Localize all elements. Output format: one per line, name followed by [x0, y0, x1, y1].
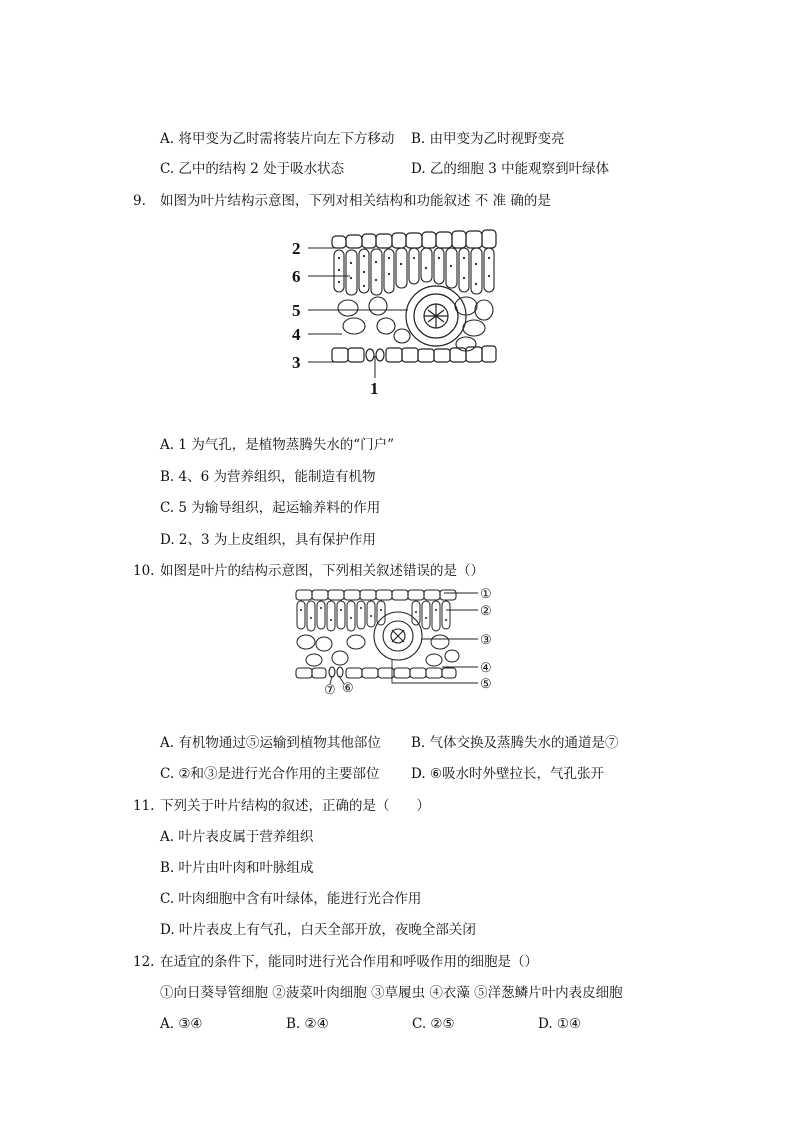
q9-label-1: 1: [370, 379, 379, 398]
q12-items: ①向日葵导管细胞 ②菠菜叶肉细胞 ③草履虫 ④衣藻 ⑤洋葱鳞片叶内表皮细胞: [160, 985, 623, 1001]
q8-option-c: C. 乙中的结构 2 处于吸水状态: [160, 161, 345, 177]
q9-number: 9.: [133, 193, 146, 209]
q10-stem: 如图是叶片的结构示意图，下列相关叙述错误的是（）: [160, 563, 484, 579]
q9-option-b: B. 4、6 为营养组织，能制造有机物: [160, 469, 376, 485]
q10-label-2: ②: [480, 603, 492, 618]
q12-option-a: A. ③④: [160, 1016, 203, 1032]
q10-label-1: ①: [480, 586, 492, 601]
q10-option-a: A. 有机物通过⑤运输到植物其他部位: [160, 735, 381, 751]
q10-label-7: ⑦: [324, 682, 336, 696]
q11-option-d: D. 叶片表皮上有气孔，白天全部开放，夜晚全部关闭: [160, 922, 476, 938]
q9-stem: 如图为叶片结构示意图，下列对相关结构和功能叙述 不 准 确的是: [160, 193, 551, 209]
q10-label-3: ③: [480, 632, 492, 647]
q11-option-c: C. 叶肉细胞中含有叶绿体，能进行光合作用: [160, 891, 422, 907]
q11-stem: 下列关于叶片结构的叙述，正确的是（ ）: [160, 798, 430, 814]
q9-option-a: A. 1 为气孔，是植物蒸腾失水的“门户”: [160, 437, 395, 453]
q9-label-5: 5: [292, 301, 301, 320]
q11-number: 11.: [133, 798, 155, 814]
q10-leaf-diagram: [292, 584, 508, 696]
q12-number: 12.: [133, 954, 155, 970]
q12-option-d: D. ①④: [538, 1016, 582, 1032]
q11-option-b: B. 叶片由叶肉和叶脉组成: [160, 860, 314, 876]
q11-option-a: A. 叶片表皮属于营养组织: [160, 829, 314, 845]
q8-option-b: B. 由甲变为乙时视野变亮: [411, 131, 565, 147]
q8-option-a: A. 将甲变为乙时需将装片向左下方移动: [160, 131, 395, 147]
q9-label-4: 4: [292, 325, 301, 344]
q9-leaf-diagram: [290, 228, 502, 398]
q9-option-c: C. 5 为输导组织，起运输养料的作用: [160, 500, 381, 516]
q10-label-4: ④: [480, 660, 492, 675]
q12-stem: 在适宜的条件下，能同时进行光合作用和呼吸作用的细胞是（）: [160, 954, 538, 970]
q10-option-d: D. ⑥吸水时外壁拉长，气孔张开: [411, 766, 605, 782]
q8-option-d: D. 乙的细胞 3 中能观察到叶绿体: [411, 161, 610, 177]
q12-option-b: B. ②④: [286, 1016, 329, 1032]
q10-option-c: C. ②和③是进行光合作用的主要部位: [160, 766, 380, 782]
q9-label-3: 3: [292, 353, 301, 372]
q10-number: 10.: [133, 563, 155, 579]
q10-label-6: ⑥: [342, 680, 354, 695]
q12-option-c: C. ②⑤: [412, 1016, 455, 1032]
q9-label-6: 6: [292, 267, 301, 286]
q10-label-5: ⑤: [480, 676, 492, 691]
q10-option-b: B. 气体交换及蒸腾失水的通道是⑦: [411, 735, 619, 751]
q9-option-d: D. 2、3 为上皮组织，具有保护作用: [160, 532, 376, 548]
q9-label-2: 2: [292, 239, 301, 258]
